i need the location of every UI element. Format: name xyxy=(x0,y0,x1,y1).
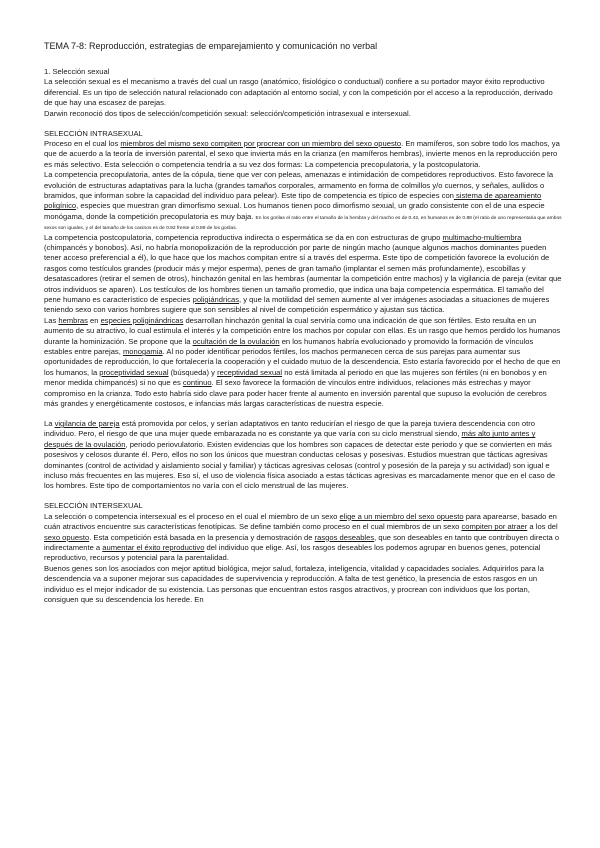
paragraph-darwin-tipos: Darwin reconoció dos tipos de selección/competición sexual: selección/competición intrasexual e intersexual. xyxy=(44,108,411,118)
paragraph-intrasexual-definicion: Proceso en el cual los miembros del mismo sexo compiten por procrear con un miembro del sexo opuesto. En mamíferos, son sobre todo los machos, ya que de acuerdo a la teoría de inversión parental, el sexo que invierta más en la crianza (en mamíferos hembras), invierte menos en la reproducción pero es más selectivo. Esta selección o competencia tendría a su vez dos formas: La competencia precopulatoria, y la postcopulatoria. xyxy=(44,138,560,169)
document-title: TEMA 7-8: Reproducción, estrategias de emparejamiento y comunicación no verbal xyxy=(44,41,378,51)
section-heading-seleccion-sexual: 1. Selección sexual xyxy=(44,67,110,76)
paragraph-competencia-postcopulatoria: La competencia postcopulatoria, competencia reproductiva indirecta o espermática se da en con estructuras de grupo multimacho-multiembra (chimpancés y bonobos). Así, no habría monopolización de la reproducción por parte de ningún macho (aunque algunos machos dominantes pueden tener acceso preferencial a él), lo que hace que los machos compitan entre sí a través del esperma. Este tipo de competición favorece la evolución de rasgos como testículos grandes (producir más y mejor esperma), penes de gran tamaño (implantar el semen más profundamente), escobillas y desatascadores (retirar el semen de otros), hinchazón genital en las hembras (aumentar la competición entre machos) y la vigilancia de pareja (evitar que otros individuos se aparen). Los testículos de los hombres tienen un tamaño promedio, que indica una baja competencia espermática. El tamaño del pene humano es característico de especies poligiándricas, y que la motilidad del semen aumente al ver imágenes asociadas a situaciones de mujeres teniendo sexo con varios hombres sugiere que son sensibles al nivel de competición espermático y ajustan sus táctica. xyxy=(44,232,562,315)
section-heading-intrasexual: SELECCIÓN INTRASEXUAL xyxy=(44,128,143,138)
footnote-dimorfismo-ratio: En los gorilas el ratio entre el tamaño de la hembra y del macho es de 0.42, en humanos es de 0.88 (el ratio de uno representaria que ambos sexos son iguales, y el del tamaño de los caninos es de 0.92 frente al 0.89 de los gorilas. xyxy=(44,215,562,232)
paragraph-definicion-seleccion-sexual: La selección sexual es el mecanismo a través del cual un rasgo (anatómico, fisiológico o conductual) confiere a su portador mayor éxito reproductivo diferencial. Es un tipo de selección natural relacionado con adaptación al entorno social, y con la competición por el acceso a la reproducción, derivado de que hay una escasez de parejas. xyxy=(44,77,553,108)
paragraph-buenos-genes: Buenos genes son los asociados con mejor aptitud biológica, mejor salud, fortaleza, inteligencia, vitalidad y capacidades sociales. Adquirirlos para la descendencia va a suponer mejorar sus capacidades de supervivencia y reproducción. A falta de test genético, la presencia de estos rasgos en un individuo es el mejor indicador de su existencia. Las personas que encuentran estos rasgos atractivos, y procrean con individuos que los portan, consiguen que su descendencia los herede. En xyxy=(44,563,544,604)
paragraph-intersexual-definicion: La selección o competencia intersexual es el proceso en el cual el miembro de un sexo elige a un miembro del sexo opuesto para aparearse, basado en cuán atractivos encuentre sus características fenotípicas. Se define también como proceso en el cual miembros de un sexo compiten por atraer a los del sexo opuesto. Esta competición está basada en la presencia y demostración de rasgos deseables, que son deseables en tanto que contribuyen directa o indirectamente a aumentar el éxito reproductivo del individuo que elige. Así, los rasgos deseables los podemos agrupar en buenos genes, potencial reproductivo, recursos y potencial para la parentalidad. xyxy=(44,511,560,563)
paragraph-hinchazon-genital: Las hembras en especies poliginándricas desarrollan hinchazón genital la cual serviría como una indicación de que son fértiles. Esto resulta en un aumento de su atractivo, lo cual estimula el interés y la competición entre los machos por copular con ellas. Es un rasgo que hemos perdido los humanos durante la hominización. Se propone que la ocultación de la ovulación en los humanos habría evolucionado y promovido la formación de vínculos estables entre parejas, monogamia. Al no poder identificar periodos fértiles, los machos permanecen cerca de sus parejas para aumentar sus oportunidades de reproducción, lo que fortalecería la cooperación y el cuidado mutuo de la descendencia. Esto estaría favorecido por el hecho de que en los humanos, la proceptividad sexual (búsqueda) y receptividad sexual no está limitada al periodo en que las mujeres son fértiles (ni en bonobos y en menor medida chimpancés) si no que es continuo. El sexo favorece la formación de vínculos entre individuos, relaciones más estrechas y mayor compromiso en la crianza. Todo esto habría sido clave para poder hacer frente al aumento en inversión parental que supuso la evolución de cerebros más grandes y energéticamente costosos, e infancias más largas características de nuestra especie. xyxy=(44,315,561,409)
paragraph-vigilancia-de-pareja: La vigilancia de pareja está promovida por celos, y serían adaptativos en tanto reducirían el riesgo de que la pareja tuviera descendencia con otro individuo. Pero, el riesgo de que una mujer quede embarazada no es constante ya que varía con su ciclo menstrual siendo, más alto junto antes y después de la ovulación, periodo periovulatorio. Existen evidencias que los hombres son capaces de detectar este periodo y que se convierten en más posesivos y celosos durante él. Pero, ellos no son los únicos que muestran conductas celosas y posesivas. Estudios muestran que tácticas agresivas dominantes (control de actividad y aislamiento social y familiar) y tácticas agresivas celosas (control y posesión de la pareja y su actividad) son igual e incluso más frecuentes en las mujeres. Eso sí, el uso de violencia física asociado a estas tácticas agresivas es marcadamente menor que en el caso de los hombres. Este tipo de comportamientos no varía con el ciclo menstrual de las mujeres. xyxy=(44,419,556,491)
section-heading-intersexual: SELECCIÓN INTERSEXUAL xyxy=(44,501,143,511)
paragraph-competencia-precopulatoria: La competencia precopulatoria, antes de la cópula, tiene que ver con peleas, amenazas e intimidación de competidores reproductivos. Esto favorece la evolución de estructuras adaptativas para la lucha (grandes tamaños corporales, armamento en forma de colmillos y/o cuernos, y señales, aullidos o bramidos, que informan sobre la capacidad del individuo para pelear). Este tipo de competencia es típico de especies con sistema de apareamiento poligínico, especies que muestran gran dimorfismo sexual. Los humanos tienen poco dimorfismo sexual, un grado consistente con el de una especie monógama, donde la competición precopulatoria es muy baja. En los gorilas el ratio entre el tamaño de la hembra y del macho es de 0.42, en humanos es de 0.88 (el ratio de uno representaria que ambos sexos son iguales, y el del tamaño de los caninos es de 0.92 frente al 0.89 de los gorilas. xyxy=(44,170,562,232)
